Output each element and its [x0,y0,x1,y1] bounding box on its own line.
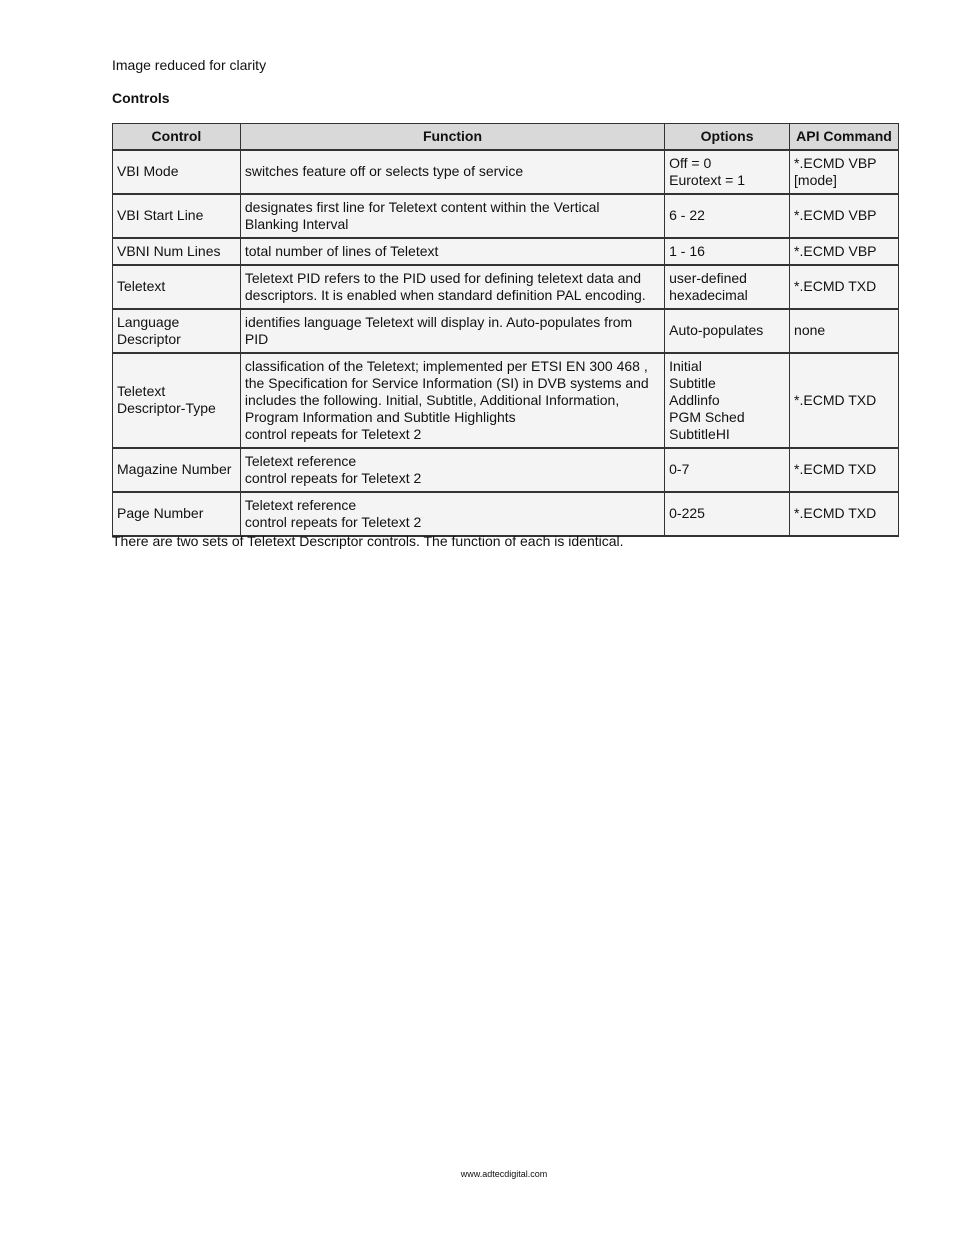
api-command-cell: *.ECMD TXD [790,353,899,448]
api-command-cell: *.ECMD TXD [790,492,899,536]
options-cell: 0-225 [665,492,790,536]
control-cell: Teletext [113,265,241,309]
options-cell: user-defined hexadecimal [665,265,790,309]
table-row [113,309,899,353]
api-command-cell: *.ECMD VBP [790,194,899,238]
options-cell: 0-7 [665,448,790,492]
function-cell: switches feature off or selects type of service [240,150,664,194]
image-note: Image reduced for clarity [112,57,267,73]
function-cell: Teletext reference control repeats for Teletext 2 [240,492,664,536]
options-cell: Initial Subtitle Addlinfo PGM Sched SubtitleHI [665,353,790,448]
control-cell: VBI Mode [113,150,241,194]
control-cell: Page Number [113,492,241,536]
table-row [113,150,899,194]
api-command-cell: *.ECMD VBP [mode] [790,150,899,194]
function-cell: classification of the Teletext; implemented per ETSI EN 300 468 , the Specification for Service Information (SI) in DVB systems and includes the following. Initial, Subtitle, Additional Information, Program Information and Subtitle Highlights control repeats for Teletext 2 [240,353,664,448]
column-header: Control [113,124,241,150]
controls-table [112,123,899,537]
table-row [113,353,899,448]
table-header-row [113,124,899,150]
table-row [113,448,899,492]
api-command-cell: *.ECMD VBP [790,238,899,265]
control-cell: Teletext Descriptor-Type [113,353,241,448]
function-cell: Teletext PID refers to the PID used for defining teletext data and descriptors. It is enabled when standard definition PAL encoding. [240,265,664,309]
table-row [113,194,899,238]
control-cell: Magazine Number [113,448,241,492]
control-cell: VBNI Num Lines [113,238,241,265]
table-row [113,265,899,309]
options-cell: 1 - 16 [665,238,790,265]
section-heading: Controls [112,90,170,106]
column-header: API Command [790,124,899,150]
table-row [113,492,899,536]
table-row [113,238,899,265]
function-cell: Teletext reference control repeats for Teletext 2 [240,448,664,492]
function-cell: total number of lines of Teletext [240,238,664,265]
control-cell: Language Descriptor [113,309,241,353]
control-cell: VBI Start Line [113,194,241,238]
function-cell: identifies language Teletext will display in. Auto-populates from PID [240,309,664,353]
options-cell: Off = 0 Eurotext = 1 [665,150,790,194]
table-footnote: There are two sets of Teletext Descriptor controls. The function of each is identical. [112,533,624,549]
footer-url: www.adtecdigital.com [460,1169,548,1179]
api-command-cell: *.ECMD TXD [790,448,899,492]
api-command-cell: *.ECMD TXD [790,265,899,309]
api-command-cell: none [790,309,899,353]
options-cell: 6 - 22 [665,194,790,238]
options-cell: Auto-populates [665,309,790,353]
column-header: Options [665,124,790,150]
function-cell: designates first line for Teletext content within the Vertical Blanking Interval [240,194,664,238]
column-header: Function [240,124,664,150]
